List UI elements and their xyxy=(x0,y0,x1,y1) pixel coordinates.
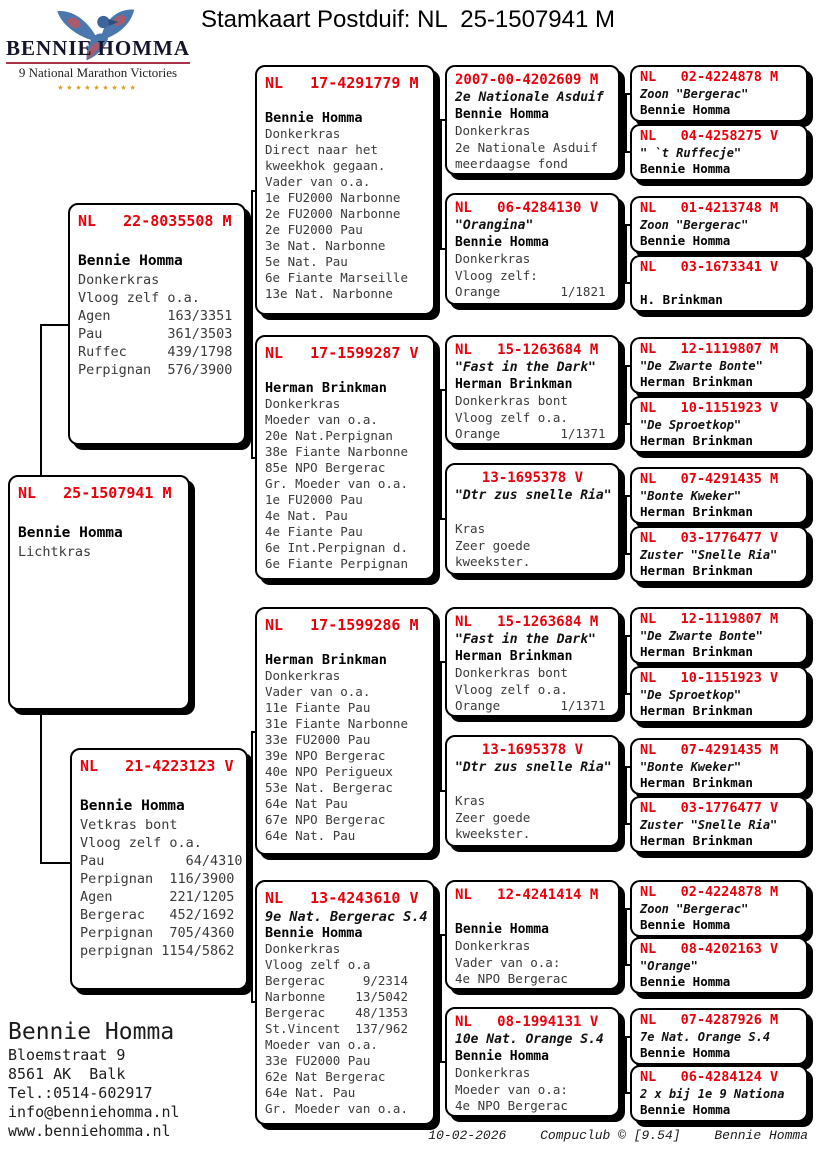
pigeon-owner: Bennie Homma xyxy=(265,110,363,126)
pigeon-nickname: 9e Nat. Bergerac S.4 xyxy=(265,909,428,925)
pedigree-box-nl-03-1776477-v xyxy=(630,526,808,583)
pigeon-owner: H. Brinkman xyxy=(640,292,723,307)
pigeon-detail-line: 4e Nat. Pau xyxy=(265,508,348,523)
pigeon-detail-line: Donkerkras xyxy=(78,272,160,288)
ring-number: NL 17-1599287 V xyxy=(265,344,419,362)
pigeon-nickname: "Fast in the Dark" xyxy=(455,360,596,375)
pedigree-connector xyxy=(440,389,442,520)
pigeon-detail-line: Vader van o.a. xyxy=(265,684,371,699)
pigeon-detail-line: Perpignan 576/3900 xyxy=(78,362,233,378)
pedigree-box-nl-21-4223123-v xyxy=(70,748,248,990)
pigeon-detail-line: 2e Nationale Asduif xyxy=(455,139,598,155)
pigeon-nickname xyxy=(80,778,238,797)
pigeon-nickname: "Dtr zus snelle Ria" xyxy=(455,488,612,503)
pigeon-detail-line: Moeder van o.a: xyxy=(455,1081,568,1097)
ring-number: NL 15-1263684 M xyxy=(455,614,599,630)
pigeon-detail-line: 33e FU2000 Pau xyxy=(265,732,371,747)
ring-number: NL 04-4258275 V xyxy=(640,128,779,144)
pigeon-detail-line: 4e NPO Bergerac xyxy=(455,1098,568,1113)
pigeon-detail-line: Vader van o.a. xyxy=(265,174,371,189)
ring-number: NL 07-4291435 M xyxy=(640,471,779,487)
pigeon-detail-line: 13e Nat. Narbonne xyxy=(265,286,393,301)
pigeon-detail-line: Moeder van o.a. xyxy=(265,1037,378,1052)
pigeon-detail-line: Donkerkras bont xyxy=(455,393,568,408)
ring-number: NL 25-1507941 M xyxy=(18,484,172,502)
ring-number: NL 15-1263684 M xyxy=(455,342,599,358)
pigeon-detail-line: 11e Fiante Pau xyxy=(265,700,371,715)
pigeon-detail-line: 64e Nat. Pau xyxy=(265,828,356,843)
pigeon-detail-line: 6e Int.Perpignan d. xyxy=(265,540,408,555)
pedigree-box-nl-07-4291435-m xyxy=(630,467,808,524)
pigeon-detail-line: Perpignan 705/4360 xyxy=(80,925,235,941)
pigeon-nickname: "De Sproetkop" xyxy=(640,688,742,702)
ring-number: NL 02-4224878 M xyxy=(640,69,779,85)
pedigree-box-nl-17-1599287-v xyxy=(255,335,435,580)
pigeon-nickname xyxy=(78,233,236,252)
ring-number: NL 06-4284124 V xyxy=(640,1069,779,1085)
pigeon-owner: Bennie Homma xyxy=(640,102,731,117)
pedigree-connector xyxy=(440,934,442,1063)
pedigree-box-nl-03-1776477-v xyxy=(630,796,808,853)
pigeon-owner: Bennie Homma xyxy=(455,234,549,250)
pigeon-detail-line: Donkerkras bont xyxy=(455,665,568,680)
pigeon-nickname xyxy=(265,364,425,380)
pedigree-connector xyxy=(625,224,627,284)
ring-number: 13-1695378 V xyxy=(481,742,584,758)
pigeon-owner: Herman Brinkman xyxy=(640,504,753,519)
pigeon-detail-line: 1e FU2000 Narbonne xyxy=(265,190,401,205)
ring-number: NL 03-1673341 V xyxy=(640,259,779,275)
pigeon-detail-line: 33e FU2000 Pau xyxy=(265,1053,371,1068)
pigeon-detail-line: Bergerac 9/2314 xyxy=(265,973,408,988)
pedigree-box-nl-12-1119807-m xyxy=(630,607,808,664)
pedigree-box-13-1695378-v xyxy=(445,463,620,575)
pigeon-detail-line: Bergerac 48/1353 xyxy=(265,1005,408,1020)
pigeon-detail-line: 6e Fiante Perpignan xyxy=(265,556,408,571)
pedigree-box-nl-08-1994131-v xyxy=(445,1007,620,1117)
pigeon-detail-line: Vloog zelf o.a xyxy=(265,957,371,972)
contact-name: Bennie Homma xyxy=(8,1019,175,1045)
pedigree-box-nl-07-4291435-m xyxy=(630,738,808,795)
pedigree-connector xyxy=(251,731,253,1003)
pigeon-detail-line: Donkerkras xyxy=(455,123,531,138)
pigeon-nickname xyxy=(265,94,425,110)
pigeon-detail-line: Zeer goede xyxy=(455,809,531,825)
pedigree-box-nl-10-1151923-v xyxy=(630,666,808,723)
pigeon-detail-line: 5e Nat. Pau xyxy=(265,254,348,269)
footer-owner: Bennie Homma xyxy=(714,1128,808,1143)
pedigree-connector xyxy=(625,1036,627,1094)
pigeon-detail-line: kweekster. xyxy=(455,554,531,569)
ring-number: NL 07-4287926 M xyxy=(640,1012,779,1028)
print-footer xyxy=(402,1128,808,1143)
pigeon-nickname: 10e Nat. Orange S.4 xyxy=(455,1032,604,1047)
ring-number: NL 03-1776477 V xyxy=(640,800,779,816)
pigeon-detail-line: St.Vincent 137/962 xyxy=(265,1021,408,1036)
victory-stars: ★★★★★★★★★ xyxy=(57,82,139,93)
pigeon-nickname: Zoon "Bergerac" xyxy=(640,218,749,232)
ring-number: NL 03-1776477 V xyxy=(640,530,779,546)
pigeon-detail-line: Ruffec 439/1798 xyxy=(78,344,233,360)
pigeon-owner: Bennie Homma xyxy=(640,161,731,176)
pigeon-detail-line: Kras xyxy=(455,793,486,808)
pigeon-detail-line: Pau 64/4310 xyxy=(80,853,243,869)
pigeon-nickname: " `t Ruffecje" xyxy=(640,146,742,160)
ring-number: NL 17-4291779 M xyxy=(265,74,419,92)
pigeon-detail-line: 53e Nat. Bergerac xyxy=(265,780,393,795)
ring-number: NL 08-4202163 V xyxy=(640,941,779,957)
pigeon-detail-line: 85e NPO Bergerac xyxy=(265,460,386,475)
logo-underline xyxy=(6,62,190,64)
contact-phone: Tel.:0514-602917 xyxy=(8,1084,153,1102)
pedigree-box-nl-02-4224878-m xyxy=(630,65,808,122)
software-credit: Compuclub © [9.54] xyxy=(540,1128,681,1143)
pigeon-detail-line: 3e Nat. Narbonne xyxy=(265,238,386,253)
pedigree-box-nl-02-4224878-m xyxy=(630,880,808,937)
pigeon-detail-line: 20e Nat.Perpignan xyxy=(265,428,393,443)
pedigree-connector xyxy=(440,119,442,250)
pigeon-nickname: "Dtr zus snelle Ria" xyxy=(455,760,612,775)
contact-street: Bloemstraat 9 xyxy=(8,1046,126,1064)
pigeon-detail-line: 1e FU2000 Pau xyxy=(265,492,363,507)
pigeon-owner xyxy=(455,505,610,522)
pigeon-detail-line: Donkerkras xyxy=(455,1065,531,1080)
pigeon-detail-line: 38e Fiante Narbonne xyxy=(265,444,408,459)
pigeon-detail-line: Pau 361/3503 xyxy=(78,326,233,342)
logo-tagline: 9 National Marathon Victories xyxy=(18,65,178,80)
ring-number: NL 12-4241414 M xyxy=(455,887,599,903)
pigeon-nickname: Zoon "Bergerac" xyxy=(640,87,749,101)
pigeon-owner: Bennie Homma xyxy=(78,253,183,269)
pigeon-detail-line: 64e Nat. Pau xyxy=(265,1085,356,1100)
pigeon-nickname xyxy=(640,276,798,292)
pedigree-box-nl-01-4213748-m xyxy=(630,196,808,253)
page-title: Stamkaart Postduif: NL 25-1507941 M xyxy=(201,6,615,33)
pigeon-detail-line: Vloog zelf o.a. xyxy=(455,409,568,425)
pigeon-owner: Bennie Homma xyxy=(265,925,363,941)
pedigree-box-nl-06-4284124-v xyxy=(630,1065,808,1122)
pigeon-nickname xyxy=(18,505,180,524)
pedigree-box-nl-12-4241414-m xyxy=(445,880,620,990)
pigeon-detail-line: 31e Fiante Narbonne xyxy=(265,716,408,731)
pigeon-nickname: 7e Nat. Orange S.4 xyxy=(640,1030,771,1044)
ring-number: NL 08-1994131 V xyxy=(455,1014,599,1030)
ring-number: NL 01-4213748 M xyxy=(640,200,779,216)
ring-number: NL 06-4284130 V xyxy=(455,200,599,216)
pigeon-detail-line: 6e Fiante Marseille xyxy=(265,270,408,285)
pedigree-box-nl-17-1599286-m xyxy=(255,607,435,855)
pigeon-detail-line: 4e Fiante Pau xyxy=(265,524,363,539)
pigeon-detail-line: Direct naar het xyxy=(265,142,378,157)
pigeon-nickname: 2 x bij 1e 9 Nationa xyxy=(640,1087,785,1101)
pigeon-owner: Bennie Homma xyxy=(640,974,731,989)
pedigree-box-2007-00-4202609-m xyxy=(445,65,620,175)
pigeon-detail-line: Narbonne 13/5042 xyxy=(265,989,408,1004)
pigeon-detail-line: Gr. Moeder van o.a. xyxy=(265,476,408,491)
pigeon-detail-line: Bergerac 452/1692 xyxy=(80,907,235,923)
pedigree-box-nl-03-1673341-v xyxy=(630,255,808,312)
pigeon-detail-line: 2e FU2000 Pau xyxy=(265,222,363,237)
pedigree-connector xyxy=(40,324,68,326)
pigeon-owner: Herman Brinkman xyxy=(640,833,753,848)
ring-number: NL 12-1119807 M xyxy=(640,611,779,627)
pigeon-detail-line: meerdaagse fond xyxy=(455,156,568,171)
pigeon-owner: Herman Brinkman xyxy=(640,374,753,389)
ring-number: NL 21-4223123 V xyxy=(80,757,234,775)
pigeon-owner: Herman Brinkman xyxy=(265,380,387,396)
pedigree-box-nl-06-4284130-v xyxy=(445,193,620,305)
pedigree-connector xyxy=(625,766,627,825)
pigeon-detail-line: Donkerkras xyxy=(455,251,531,266)
pigeon-detail-line: Vloog zelf o.a. xyxy=(455,681,568,697)
ring-number: NL 12-1119807 M xyxy=(640,341,779,357)
pedigree-connector xyxy=(625,365,627,425)
pigeon-detail-line: Vader van o.a: xyxy=(455,954,561,970)
pigeon-detail-line: Moeder van o.a. xyxy=(265,412,378,427)
pigeon-detail-line: Vloog zelf: xyxy=(455,267,538,283)
pigeon-owner: Herman Brinkman xyxy=(640,563,753,578)
print-date: 10-02-2026 xyxy=(428,1128,507,1143)
ring-number: NL 22-8035508 M xyxy=(78,212,232,230)
pigeon-owner: Bennie Homma xyxy=(455,106,549,122)
pedigree-box-nl-07-4287926-m xyxy=(630,1008,808,1065)
pigeon-detail-line: Vloog zelf o.a. xyxy=(80,835,202,851)
pedigree-box-nl-15-1263684-m xyxy=(445,607,620,717)
pigeon-owner: Bennie Homma xyxy=(640,917,731,932)
pigeon-owner: Herman Brinkman xyxy=(640,644,753,659)
pigeon-nickname: "Fast in the Dark" xyxy=(455,632,596,647)
pedigree-connector xyxy=(625,93,627,153)
ring-number: 2007-00-4202609 M xyxy=(455,72,599,88)
pedigree-connector xyxy=(251,190,253,459)
pigeon-detail-line: Kras xyxy=(455,521,486,536)
breeder-name xyxy=(6,36,190,61)
pigeon-detail-line: Donkerkras xyxy=(455,938,531,953)
pigeon-nickname: Zoon "Bergerac" xyxy=(640,902,749,916)
pigeon-owner xyxy=(455,777,610,794)
pigeon-nickname: "De Sproetkop" xyxy=(640,418,742,432)
pigeon-detail-line: 62e Nat Bergerac xyxy=(265,1069,386,1084)
pigeon-nickname: "De Zwarte Bonte" xyxy=(640,629,763,643)
breeder-logo xyxy=(6,6,190,93)
ring-number: NL 13-4243610 V xyxy=(265,889,419,907)
pigeon-owner: Herman Brinkman xyxy=(640,775,753,790)
pigeon-owner: Bennie Homma xyxy=(18,525,123,541)
pigeon-owner: Herman Brinkman xyxy=(455,648,573,664)
pigeon-detail-line: Orange 1/1821 xyxy=(455,284,606,299)
pigeon-detail-line: Vloog zelf o.a. xyxy=(78,290,200,306)
pigeon-owner: Bennie Homma xyxy=(640,233,731,248)
pigeon-nickname: "Orange" xyxy=(640,959,698,973)
breeder-name-last: HOMMA xyxy=(97,36,190,60)
ring-number: NL 02-4224878 M xyxy=(640,884,779,900)
pigeon-detail-line: Donkerkras xyxy=(265,126,341,141)
pigeon-detail-line: Agen 221/1205 xyxy=(80,889,235,905)
pedigree-connector xyxy=(40,862,70,864)
pedigree-box-nl-25-1507941-m xyxy=(8,475,190,710)
pigeon-detail-line: Vetkras bont xyxy=(80,817,178,833)
pigeon-owner: Bennie Homma xyxy=(640,1102,731,1117)
pigeon-detail-line: kweekhok gegaan. xyxy=(265,158,386,173)
pigeon-detail-line: Lichtkras xyxy=(18,544,92,560)
pigeon-detail-line: 67e NPO Bergerac xyxy=(265,812,386,827)
pedigree-box-13-1695378-v xyxy=(445,735,620,847)
pigeon-owner: Bennie Homma xyxy=(80,798,185,814)
pigeon-owner: Bennie Homma xyxy=(640,1045,731,1060)
ring-number: NL 10-1151923 V xyxy=(640,670,779,686)
breeder-name-first: BENNIE xyxy=(6,36,93,60)
pedigree-box-nl-10-1151923-v xyxy=(630,396,808,453)
ring-number: NL 07-4291435 M xyxy=(640,742,779,758)
pigeon-detail-line: 39e NPO Bergerac xyxy=(265,748,386,763)
ring-number: NL 17-1599286 M xyxy=(265,616,419,634)
pigeon-detail-line: Zeer goede xyxy=(455,537,531,553)
pigeon-detail-line: kweekster. xyxy=(455,826,531,841)
pigeon-detail-line: Donkerkras xyxy=(265,396,341,411)
pedigree-connector xyxy=(625,495,627,555)
pigeon-owner: Bennie Homma xyxy=(455,1048,549,1064)
pigeon-nickname: "Orangina" xyxy=(455,218,534,233)
pigeon-detail-line: Orange 1/1371 xyxy=(455,698,606,713)
ring-number: 13-1695378 V xyxy=(481,470,584,486)
pigeon-nickname: "Bonte Kweker" xyxy=(640,760,742,774)
pigeon-detail-line: 40e NPO Perigueux xyxy=(265,764,393,779)
pigeon-owner: Bennie Homma xyxy=(455,921,549,937)
pedigree-box-nl-22-8035508-m xyxy=(68,203,246,445)
pigeon-detail-line: 2e FU2000 Narbonne xyxy=(265,206,401,221)
pigeon-owner: Herman Brinkman xyxy=(640,703,753,718)
pedigree-box-nl-04-4258275-v xyxy=(630,124,808,181)
pedigree-connector xyxy=(625,635,627,695)
pedigree-box-nl-13-4243610-v xyxy=(255,880,435,1125)
pigeon-detail-line: Agen 163/3351 xyxy=(78,308,233,324)
pedigree-box-nl-08-4202163-v xyxy=(630,937,808,994)
pigeon-detail-line: Donkerkras xyxy=(265,668,341,683)
pigeon-detail-line: Perpignan 116/3900 xyxy=(80,871,235,887)
pedigree-connector xyxy=(625,908,627,966)
pigeon-owner: Herman Brinkman xyxy=(455,376,573,392)
pigeon-detail-line: Donkerkras xyxy=(265,941,341,956)
pedigree-box-nl-17-4291779-m xyxy=(255,65,435,315)
pigeon-owner: Herman Brinkman xyxy=(640,433,753,448)
pigeon-detail-line: Orange 1/1371 xyxy=(455,426,606,441)
pigeon-nickname: Zuster "Snelle Ria" xyxy=(640,818,778,832)
pigeon-nickname: 2e Nationale Asduif xyxy=(455,90,604,105)
pigeon-nickname xyxy=(455,905,610,922)
pigeon-owner: Herman Brinkman xyxy=(265,652,387,668)
pigeon-detail-line: Gr. Moeder van o.a. xyxy=(265,1101,408,1116)
contact-website: www.benniehomma.nl xyxy=(8,1122,171,1140)
pedigree-connector xyxy=(440,661,442,792)
pedigree-box-nl-12-1119807-m xyxy=(630,337,808,394)
pigeon-detail-line: 64e Nat Pau xyxy=(265,796,348,811)
ring-number: NL 10-1151923 V xyxy=(640,400,779,416)
pigeon-detail-line: 4e NPO Bergerac xyxy=(455,971,568,986)
pigeon-nickname xyxy=(265,636,425,652)
contact-email: info@benniehomma.nl xyxy=(8,1103,180,1121)
contact-city: 8561 AK Balk xyxy=(8,1065,126,1083)
pedigree-box-nl-15-1263684-m xyxy=(445,335,620,445)
pigeon-detail-line: perpignan 1154/5862 xyxy=(80,943,235,959)
contact-block xyxy=(8,1018,180,1141)
pigeon-nickname: "Bonte Kweker" xyxy=(640,489,742,503)
pigeon-nickname: Zuster "Snelle Ria" xyxy=(640,548,778,562)
pigeon-nickname: "De Zwarte Bonte" xyxy=(640,359,763,373)
